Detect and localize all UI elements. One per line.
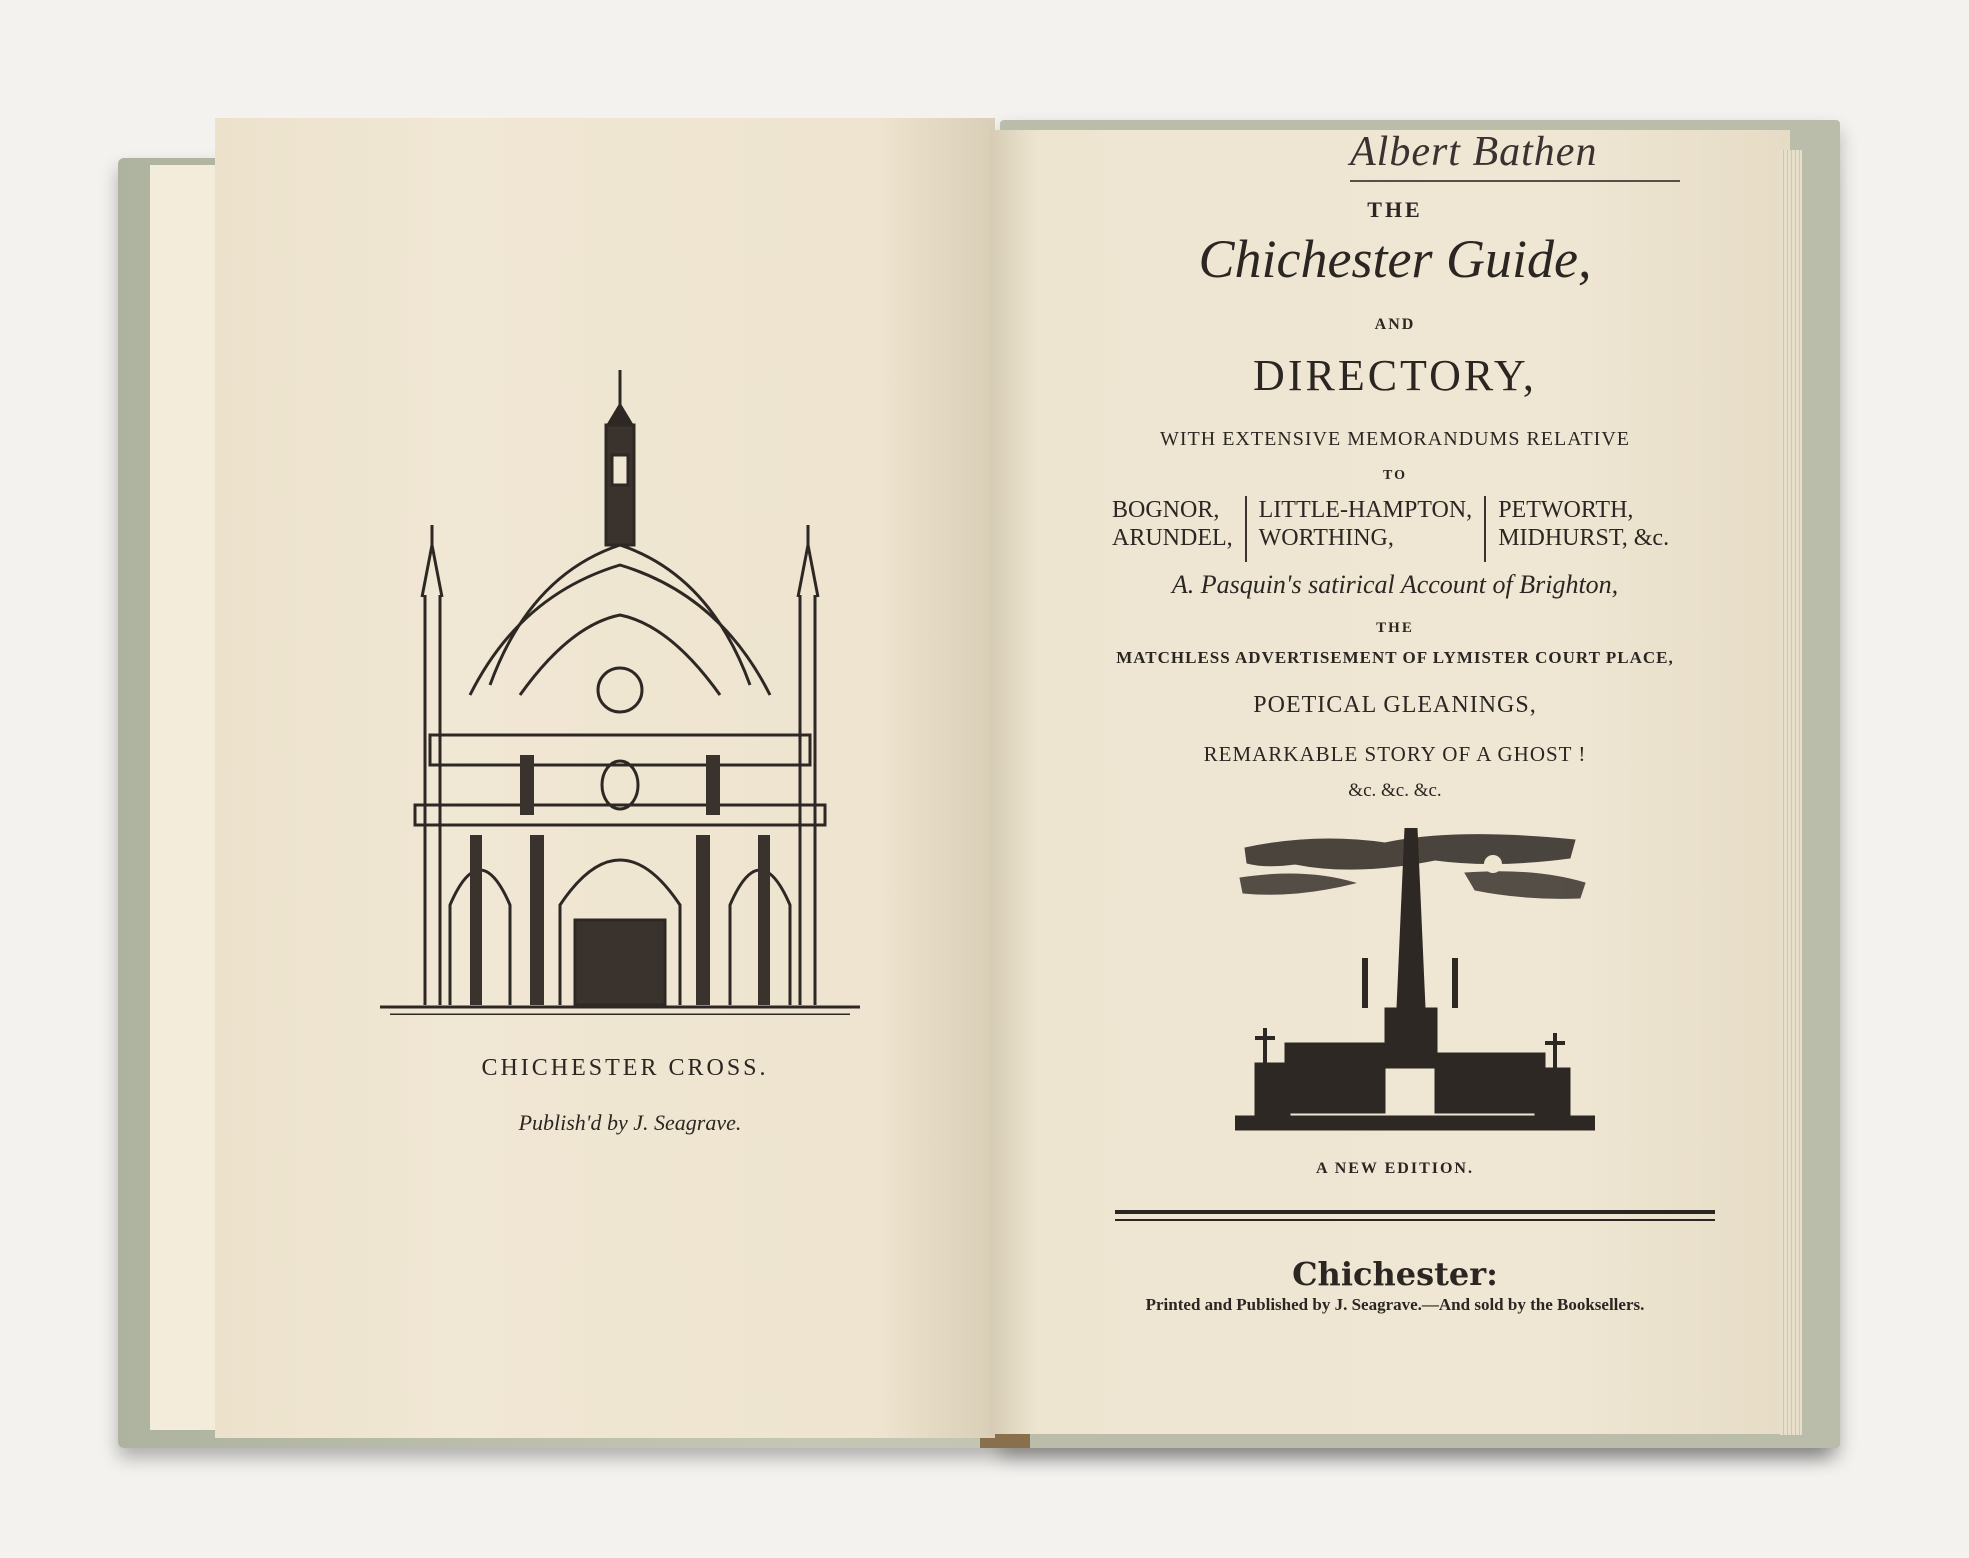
place-name: WORTHING, xyxy=(1258,525,1394,551)
publisher-note: Publish'd by J. Seagrave. xyxy=(518,1110,742,1135)
double-rule-thick xyxy=(1115,1210,1715,1214)
place-name: LITTLE-HAMPTON, xyxy=(1258,497,1473,523)
main-title: Chichester Guide, xyxy=(1198,229,1592,289)
places-column xyxy=(1484,496,1681,562)
title-the: THE xyxy=(1367,197,1423,222)
imprint-line: Printed and Published by J. Seagrave.—And sold by the Booksellers. xyxy=(1145,1295,1645,1314)
place-name: ARUNDEL, xyxy=(1112,525,1233,551)
the-line: THE xyxy=(1376,620,1414,636)
memoranda-line: WITH EXTENSIVE MEMORANDUMS RELATIVE xyxy=(1160,428,1630,450)
title-and: AND xyxy=(1374,316,1416,333)
double-rule-thin xyxy=(1115,1219,1715,1221)
places-column xyxy=(1100,496,1245,562)
handwritten-signature: Albert Bathen xyxy=(1350,129,1598,175)
chichester-cross-engraving xyxy=(370,365,870,1015)
frontispiece-caption: CHICHESTER CROSS. xyxy=(481,1055,769,1081)
poetical-line: POETICAL GLEANINGS, xyxy=(1253,692,1537,718)
signature-underline xyxy=(1350,180,1680,182)
place-name: BOGNOR, xyxy=(1112,497,1220,523)
imprint-place: Chichester: xyxy=(1292,1255,1498,1293)
edition-line: A NEW EDITION. xyxy=(1316,1160,1474,1177)
places-list xyxy=(1100,496,1720,562)
place-name: PETWORTH, xyxy=(1498,497,1634,523)
pasquin-line: A. Pasquin's satirical Account of Brighton, xyxy=(1171,570,1619,599)
place-name: MIDHURST, &c. xyxy=(1498,525,1670,551)
to-line: TO xyxy=(1383,468,1407,483)
etc-line: &c. &c. &c. xyxy=(1348,780,1442,801)
ghost-line: REMARKABLE STORY OF A GHOST ! xyxy=(1203,742,1587,766)
matchless-line: MATCHLESS ADVERTISEMENT OF LYMISTER COURT PLACE, xyxy=(1116,648,1674,667)
places-column xyxy=(1245,496,1485,562)
cathedral-woodcut xyxy=(1235,828,1595,1140)
directory-title: DIRECTORY, xyxy=(1253,351,1537,400)
